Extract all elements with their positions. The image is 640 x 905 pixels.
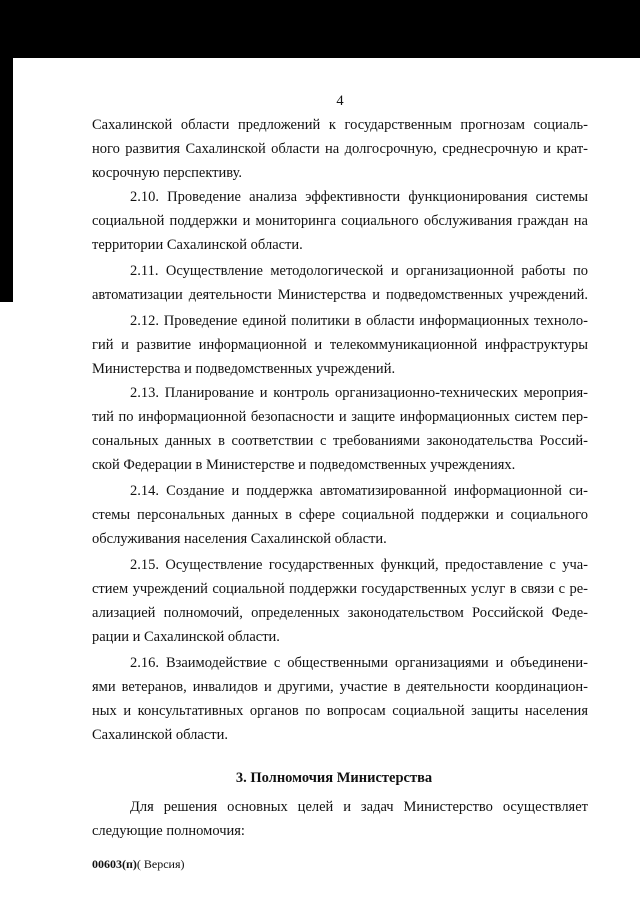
text-line: косрочную перспективу. bbox=[92, 165, 243, 181]
text-line: 2.13. Планирование и контроль организационно-технических мероприя- bbox=[130, 385, 588, 401]
text-line: ализацией полномочий, определенных законодательством Российской Феде- bbox=[92, 605, 588, 621]
document-code: 00603(п) bbox=[92, 857, 137, 871]
text-line: 2.11. Осуществление методологической и организационной работы по bbox=[130, 263, 588, 279]
text-line: Для решения основных целей и задач Министерство осуществляет bbox=[130, 799, 588, 815]
text-line: сональных данных в соответствии с требованиями законодательства Россий- bbox=[92, 433, 588, 449]
text-line: Сахалинской области. bbox=[92, 727, 228, 743]
section-heading: 3. Полномочия Министерства bbox=[235, 770, 433, 786]
text-line: социальной поддержки и мониторинга социального обслуживания граждан на bbox=[92, 213, 588, 229]
scan-border-left bbox=[0, 58, 13, 302]
text-line: 2.12. Проведение единой политики в области информационных техноло- bbox=[130, 313, 588, 329]
text-line: ного развития Сахалинской области на долгосрочную, среднесрочную и крат- bbox=[92, 141, 588, 157]
text-line: Министерства и подведомственных учреждений. bbox=[92, 361, 396, 377]
text-line: обслуживания населения Сахалинской области. bbox=[92, 531, 387, 547]
text-line: территории Сахалинской области. bbox=[92, 237, 303, 253]
text-line: автоматизации деятельности Министерства и подведомственных учреждений. bbox=[92, 287, 588, 303]
text-line: стием учреждений социальной поддержки государственных услуг в связи с ре- bbox=[92, 581, 588, 597]
document-version: ( Версия) bbox=[136, 857, 185, 871]
text-line: рации и Сахалинской области. bbox=[92, 629, 280, 645]
text-line: 2.16. Взаимодействие с общественными организациями и объединени- bbox=[130, 655, 588, 671]
text-line: ями ветеранов, инвалидов и другими, участие в деятельности координацион- bbox=[92, 679, 588, 695]
text-line: стемы персональных данных в сфере социальной поддержки и социального bbox=[92, 507, 588, 523]
text-line: 2.15. Осуществление государственных функций, предоставление с уча- bbox=[130, 557, 588, 573]
text-line: ской Федерации в Министерстве и подведомственных учреждениях. bbox=[92, 457, 516, 473]
scan-border-top bbox=[0, 0, 640, 58]
text-line: 2.10. Проведение анализа эффективности функционирования системы bbox=[130, 189, 588, 205]
page-number: 4 bbox=[336, 93, 344, 109]
text-line: Сахалинской области предложений к государственным прогнозам социаль- bbox=[92, 117, 588, 133]
text-line: ных и консультативных органов по вопросам социальной защиты населения bbox=[92, 703, 588, 719]
document-footer bbox=[92, 856, 185, 872]
text-line: тий по информационной безопасности и защите информационных систем пер- bbox=[92, 409, 588, 425]
text-line: 2.14. Создание и поддержка автоматизированной информационной си- bbox=[130, 483, 588, 499]
text-line: следующие полномочия: bbox=[92, 823, 245, 839]
text-line: гий и развитие информационной и телекоммуникационной инфраструктуры bbox=[92, 337, 588, 353]
